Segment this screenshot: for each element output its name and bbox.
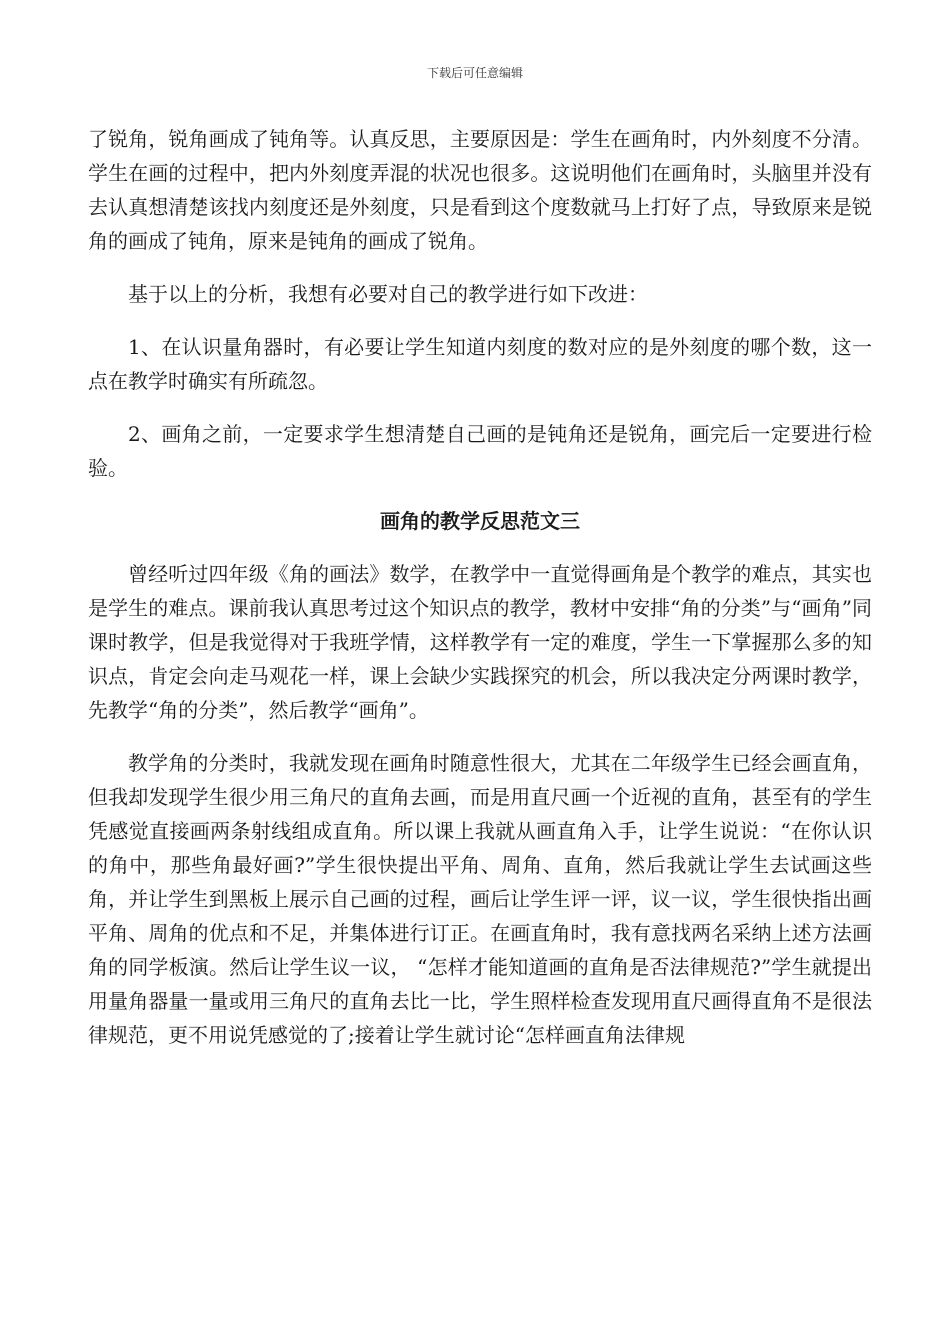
paragraph-improvement-2: 2、画角之前，一定要求学生想清楚自己画的是钝角还是锐角，画完后一定要进行检验。: [88, 422, 872, 480]
document-body: [88, 122, 872, 1071]
section-title: 画角的教学反思范文三: [380, 509, 580, 533]
paragraph-lesson-plan: 曾经听过四年级《角的画法》数学，在教学中一直觉得画角是个教学的难点，其实也是学生的难点。课前我认真思考过这个知识点的教学，教材中安排“角的分类”与“画角”同课时教学，但是我觉得对于我班学情，这样教学有一定的难度，学生一下掌握那么多的知识点，肯定会向走马观花一样，课上会缺少实践探究的机会，所以我决定分两课时教学，先教学“角的分类”，然后教学“画角”。: [88, 562, 872, 722]
paragraph-improvement-1: 1、在认识量角器时，有必要让学生知道内刻度的数对应的是外刻度的哪个数，这一点在教学时确实有所疏忽。: [88, 335, 872, 393]
page-header-note: 下载后可任意编辑: [426, 66, 523, 80]
paragraph-improvement-intro: 基于以上的分析，我想有必要对自己的教学进行如下改进：: [128, 282, 648, 306]
paragraph-reflection-continued: 了锐角，锐角画成了钝角等。认真反思，主要原因是：学生在画角时，内外刻度不分清。学生在画的过程中，把内外刻度弄混的状况也很多。这说明他们在画角时，头脑里并没有去认真想清楚该找内刻度还是外刻度，只是看到这个度数就马上打好了点，导致原来是锐角的画成了钝角，原来是钝角的画成了锐角。: [88, 127, 872, 253]
paragraph-angle-classification: 教学角的分类时，我就发现在画角时随意性很大，尤其在二年级学生已经会画直角，但我却发现学生很少用三角尺的直角去画，而是用直尺画一个近视的直角，甚至有的学生凭感觉直接画两条射线组成直角。所以课上我就从画直角入手，让学生说说：“在你认识的角中，那些角最好画?”学生很快提出平角、周角、直角，然后我就让学生去试画这些角，并让学生到黑板上展示自己画的过程，画后让学生评一评，议一议，学生很快指出画平角、周角的优点和不足，并集体进行订正。在画直角时，我有意找两名采纳上述方法画角的同学板演。然后让学生议一议， “怎样才能知道画的直角是否法律规范?”学生就提出用量角器量一量或用三角尺的直角去比一比，学生照样检查发现用直尺画得直角不是很法律规范，更不用说凭感觉的了;接着让学生就讨论“怎样画直角法律规: [88, 751, 872, 1047]
